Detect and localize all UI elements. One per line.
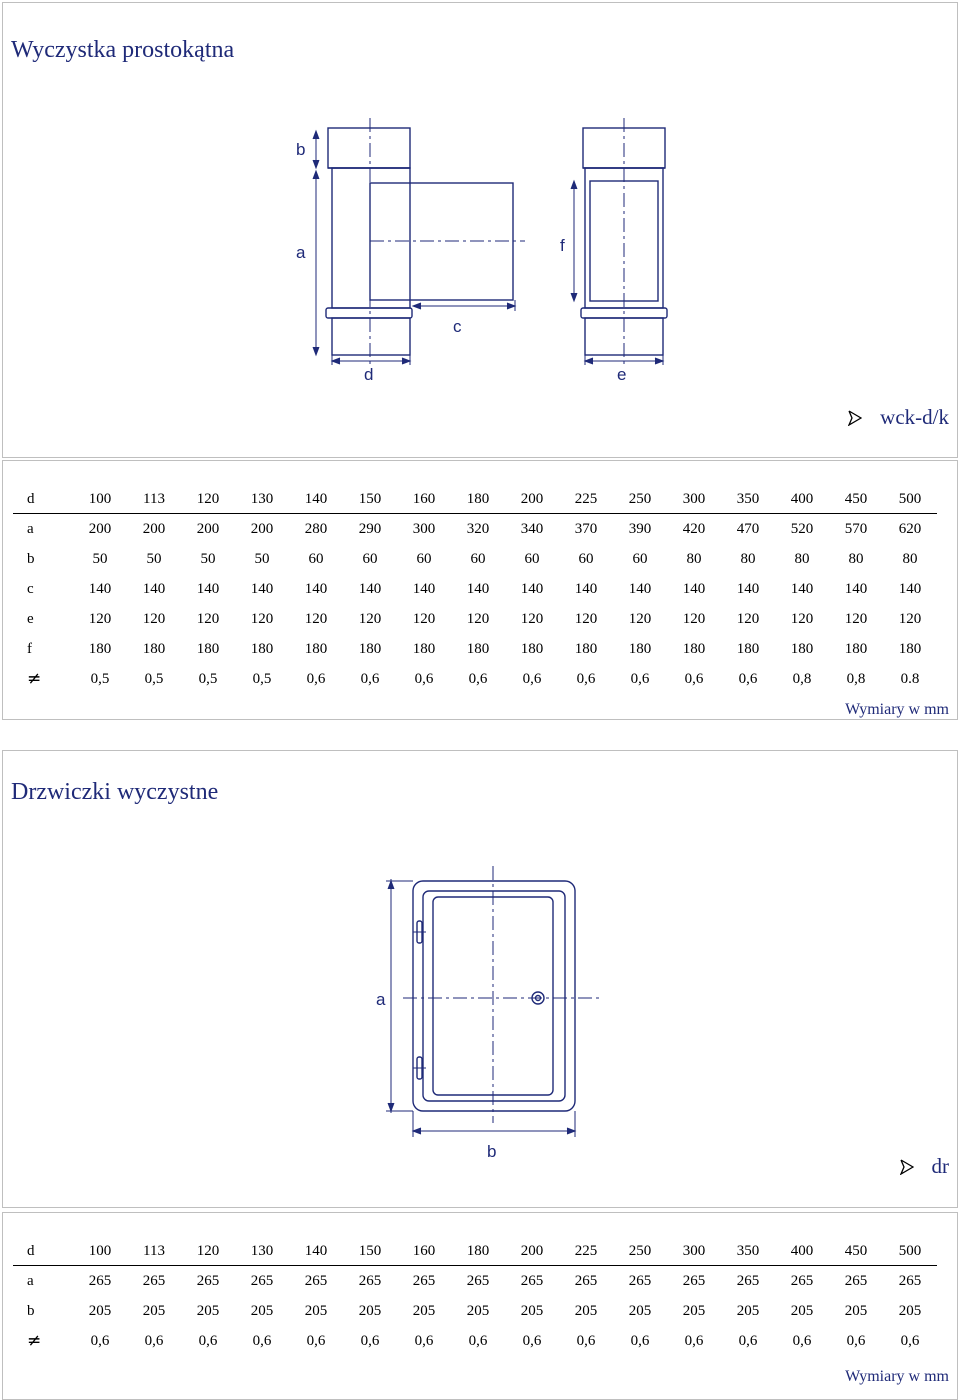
table-cell: 205 bbox=[898, 1302, 922, 1319]
table-cell: 265 bbox=[250, 1272, 274, 1289]
table-cell: 0,6 bbox=[468, 1332, 488, 1349]
table-cell: 205 bbox=[844, 1302, 868, 1319]
table-cell: 60 bbox=[416, 550, 432, 567]
table-cell: 205 bbox=[520, 1302, 544, 1319]
table-cell: 0,6 bbox=[684, 670, 704, 687]
header-cell: 120 bbox=[181, 1237, 235, 1266]
table-cell: 140 bbox=[358, 580, 382, 597]
door-dimensions-table bbox=[2, 1212, 958, 1400]
dimensions-table bbox=[13, 485, 937, 694]
table-cell: 0.8 bbox=[900, 670, 920, 687]
arrow-bullet-icon bbox=[900, 1159, 914, 1175]
table-row bbox=[13, 544, 937, 574]
table-cell: 50 bbox=[254, 550, 270, 567]
table-cell: 205 bbox=[736, 1302, 760, 1319]
door-frame-outer bbox=[413, 881, 575, 1111]
table-cell: 0,6 bbox=[306, 670, 326, 687]
table-cell: 320 bbox=[466, 520, 490, 537]
product-code bbox=[900, 1154, 950, 1179]
table-cell: 180 bbox=[304, 640, 328, 657]
table-cell: 180 bbox=[628, 640, 652, 657]
header-cell: 200 bbox=[505, 485, 559, 514]
table-cell: 0,6 bbox=[522, 670, 542, 687]
table-cell: 140 bbox=[628, 580, 652, 597]
header-cell: 300 bbox=[667, 1237, 721, 1266]
table-cell: 120 bbox=[898, 610, 922, 627]
dim-label-e: e bbox=[617, 365, 627, 384]
table-row bbox=[13, 1296, 937, 1326]
table-cell: 50 bbox=[146, 550, 162, 567]
table-cell: 0,5 bbox=[198, 670, 218, 687]
dimensions-table bbox=[13, 1237, 937, 1356]
section-title: Wyczystka prostokątna bbox=[11, 37, 235, 63]
pipe-top-collar bbox=[328, 128, 410, 168]
table-cell: 80 bbox=[686, 550, 702, 567]
product-code-text: wck-d/k bbox=[880, 405, 949, 429]
table-cell: 265 bbox=[142, 1272, 166, 1289]
table-cell: 205 bbox=[196, 1302, 220, 1319]
table-cell: 0,6 bbox=[576, 670, 596, 687]
cleanout-drawing-panel bbox=[2, 2, 958, 458]
dim-label-b: b bbox=[487, 1142, 497, 1161]
table-cell: 80 bbox=[902, 550, 918, 567]
table-cell: 140 bbox=[304, 580, 328, 597]
table-cell: 280 bbox=[304, 520, 328, 537]
header-cell: 100 bbox=[73, 485, 127, 514]
header-cell: 400 bbox=[775, 485, 829, 514]
table-cell: 140 bbox=[142, 580, 166, 597]
table-cell: 120 bbox=[574, 610, 598, 627]
table-cell: 60 bbox=[632, 550, 648, 567]
cleanout-dimensions-table bbox=[2, 460, 958, 720]
row-label: d bbox=[13, 1237, 73, 1266]
table-cell: 0,6 bbox=[252, 1332, 272, 1349]
table-cell: 265 bbox=[844, 1272, 868, 1289]
table-cell: 140 bbox=[520, 580, 544, 597]
table-cell: 140 bbox=[898, 580, 922, 597]
dim-label-a: a bbox=[296, 243, 306, 262]
table-cell: 620 bbox=[898, 520, 922, 537]
header-cell: 350 bbox=[721, 1237, 775, 1266]
table-cell: 0,6 bbox=[306, 1332, 326, 1349]
header-cell: 150 bbox=[343, 485, 397, 514]
header-cell: 130 bbox=[235, 1237, 289, 1266]
table-cell: 205 bbox=[790, 1302, 814, 1319]
table-cell: 200 bbox=[196, 520, 220, 537]
table-cell: 180 bbox=[682, 640, 706, 657]
header-cell: 250 bbox=[613, 1237, 667, 1266]
table-cell: 420 bbox=[682, 520, 706, 537]
row-label: b bbox=[27, 550, 35, 567]
header-cell: 100 bbox=[73, 1237, 127, 1266]
table-cell: 80 bbox=[740, 550, 756, 567]
table-cell: 265 bbox=[574, 1272, 598, 1289]
header-cell: 160 bbox=[397, 485, 451, 514]
table-cell: 470 bbox=[736, 520, 760, 537]
header-cell: 120 bbox=[181, 485, 235, 514]
table-cell: 140 bbox=[250, 580, 274, 597]
table-cell: 265 bbox=[682, 1272, 706, 1289]
table-cell: 180 bbox=[412, 640, 436, 657]
section-title: Drzwiczki wyczystne bbox=[11, 779, 219, 805]
table-cell: 0,6 bbox=[792, 1332, 812, 1349]
table-cell: 265 bbox=[358, 1272, 382, 1289]
row-label: e bbox=[27, 610, 34, 627]
table-cell: 200 bbox=[88, 520, 112, 537]
table-cell: 0,6 bbox=[846, 1332, 866, 1349]
table-cell: 0,6 bbox=[360, 1332, 380, 1349]
table-cell: 140 bbox=[196, 580, 220, 597]
table-cell: 140 bbox=[790, 580, 814, 597]
table-cell: 265 bbox=[304, 1272, 328, 1289]
header-cell: 225 bbox=[559, 485, 613, 514]
table-cell: 265 bbox=[88, 1272, 112, 1289]
table-cell: 120 bbox=[736, 610, 760, 627]
table-cell: 265 bbox=[790, 1272, 814, 1289]
table-cell: 205 bbox=[682, 1302, 706, 1319]
table-cell: 140 bbox=[682, 580, 706, 597]
table-cell: 60 bbox=[308, 550, 324, 567]
table-cell: 205 bbox=[304, 1302, 328, 1319]
table-cell: 290 bbox=[358, 520, 382, 537]
table-row bbox=[13, 604, 937, 634]
header-cell: 350 bbox=[721, 485, 775, 514]
table-cell: 120 bbox=[844, 610, 868, 627]
header-cell: 400 bbox=[775, 1237, 829, 1266]
table-cell: 180 bbox=[574, 640, 598, 657]
table-cell: 0,6 bbox=[144, 1332, 164, 1349]
dim-label-f: f bbox=[560, 236, 565, 255]
table-cell: 370 bbox=[574, 520, 598, 537]
table-cell: 180 bbox=[142, 640, 166, 657]
row-label: a bbox=[27, 520, 34, 537]
row-label: f bbox=[27, 640, 32, 657]
table-row bbox=[13, 634, 937, 664]
header-cell: 113 bbox=[127, 485, 181, 514]
dim-label-c: c bbox=[453, 317, 462, 336]
table-cell: 120 bbox=[520, 610, 544, 627]
header-cell: 113 bbox=[127, 1237, 181, 1266]
table-cell: 205 bbox=[628, 1302, 652, 1319]
header-cell: 300 bbox=[667, 485, 721, 514]
table-cell: 265 bbox=[412, 1272, 436, 1289]
product-code-text: dr bbox=[931, 1154, 949, 1178]
pipe-bottom-collar bbox=[326, 308, 412, 318]
table-cell: 120 bbox=[790, 610, 814, 627]
table-cell: 60 bbox=[470, 550, 486, 567]
table-cell: 0,5 bbox=[144, 670, 164, 687]
table-row bbox=[13, 664, 937, 694]
table-cell: 140 bbox=[88, 580, 112, 597]
table-cell: 265 bbox=[520, 1272, 544, 1289]
door-drawing-panel bbox=[2, 750, 958, 1208]
table-cell: 0,6 bbox=[414, 1332, 434, 1349]
table-cell: 570 bbox=[844, 520, 868, 537]
table-cell: 60 bbox=[362, 550, 378, 567]
table-cell: 120 bbox=[412, 610, 436, 627]
arrow-bullet-icon bbox=[848, 410, 862, 426]
table-cell: 120 bbox=[628, 610, 652, 627]
table-cell: 120 bbox=[196, 610, 220, 627]
table-cell: 0,6 bbox=[630, 670, 650, 687]
table-cell: 205 bbox=[466, 1302, 490, 1319]
table-row bbox=[13, 1326, 937, 1356]
table-cell: 0,6 bbox=[576, 1332, 596, 1349]
table-cell: 120 bbox=[250, 610, 274, 627]
table-cell: 0,5 bbox=[90, 670, 110, 687]
table-cell: 60 bbox=[578, 550, 594, 567]
table-header-row bbox=[13, 485, 937, 514]
header-cell: 160 bbox=[397, 1237, 451, 1266]
header-cell: 180 bbox=[451, 1237, 505, 1266]
header-cell: 250 bbox=[613, 485, 667, 514]
row-label: ≠ bbox=[27, 669, 42, 689]
table-cell: 265 bbox=[196, 1272, 220, 1289]
table-row bbox=[13, 574, 937, 604]
table-cell: 140 bbox=[412, 580, 436, 597]
table-cell: 80 bbox=[794, 550, 810, 567]
table-cell: 120 bbox=[358, 610, 382, 627]
table-cell: 0,8 bbox=[792, 670, 812, 687]
table-cell: 180 bbox=[736, 640, 760, 657]
table-row bbox=[13, 1266, 937, 1297]
table-row bbox=[13, 514, 937, 545]
dim-label-b: b bbox=[296, 140, 306, 159]
table-cell: 120 bbox=[466, 610, 490, 627]
table-cell: 200 bbox=[142, 520, 166, 537]
table-cell: 120 bbox=[304, 610, 328, 627]
table-cell: 180 bbox=[520, 640, 544, 657]
table-cell: 180 bbox=[898, 640, 922, 657]
header-cell: 180 bbox=[451, 485, 505, 514]
table-header-row bbox=[13, 1237, 937, 1266]
dim-label-a: a bbox=[376, 990, 386, 1009]
header-cell: 200 bbox=[505, 1237, 559, 1266]
cleanout-technical-drawing bbox=[3, 3, 959, 403]
pipe-body bbox=[332, 168, 410, 308]
table-cell: 0,6 bbox=[738, 670, 758, 687]
table-cell: 180 bbox=[466, 640, 490, 657]
table-cell: 0,6 bbox=[198, 1332, 218, 1349]
table-cell: 180 bbox=[790, 640, 814, 657]
header-cell: 150 bbox=[343, 1237, 397, 1266]
table-cell: 140 bbox=[466, 580, 490, 597]
table-cell: 180 bbox=[196, 640, 220, 657]
table-cell: 390 bbox=[628, 520, 652, 537]
table-cell: 0,6 bbox=[414, 670, 434, 687]
table-cell: 80 bbox=[848, 550, 864, 567]
header-cell: 225 bbox=[559, 1237, 613, 1266]
header-cell: 140 bbox=[289, 485, 343, 514]
units-note: Wymiary w mm bbox=[845, 1368, 949, 1385]
table-cell: 0,6 bbox=[360, 670, 380, 687]
table-cell: 0,6 bbox=[738, 1332, 758, 1349]
table-cell: 140 bbox=[736, 580, 760, 597]
table-cell: 0,6 bbox=[684, 1332, 704, 1349]
table-cell: 120 bbox=[142, 610, 166, 627]
table-cell: 205 bbox=[88, 1302, 112, 1319]
table-cell: 60 bbox=[524, 550, 540, 567]
dim-label-d: d bbox=[364, 365, 374, 384]
row-label: b bbox=[27, 1302, 35, 1319]
header-cell: 500 bbox=[883, 485, 937, 514]
product-code bbox=[848, 405, 949, 430]
pipe-bottom bbox=[332, 318, 410, 355]
table-cell: 140 bbox=[574, 580, 598, 597]
table-cell: 0,6 bbox=[522, 1332, 542, 1349]
units-note: Wymiary w mm bbox=[845, 701, 949, 718]
table-cell: 140 bbox=[844, 580, 868, 597]
table-cell: 205 bbox=[412, 1302, 436, 1319]
table-cell: 265 bbox=[736, 1272, 760, 1289]
header-cell: 140 bbox=[289, 1237, 343, 1266]
table-cell: 0,8 bbox=[846, 670, 866, 687]
row-label: d bbox=[13, 485, 73, 514]
table-cell: 50 bbox=[200, 550, 216, 567]
table-cell: 180 bbox=[358, 640, 382, 657]
table-cell: 120 bbox=[682, 610, 706, 627]
table-cell: 265 bbox=[628, 1272, 652, 1289]
table-cell: 0,5 bbox=[252, 670, 272, 687]
header-cell: 450 bbox=[829, 1237, 883, 1266]
table-cell: 520 bbox=[790, 520, 814, 537]
table-cell: 0,6 bbox=[90, 1332, 110, 1349]
table-cell: 205 bbox=[142, 1302, 166, 1319]
row-label: a bbox=[27, 1272, 34, 1289]
table-cell: 120 bbox=[88, 610, 112, 627]
header-cell: 130 bbox=[235, 485, 289, 514]
header-cell: 500 bbox=[883, 1237, 937, 1266]
row-label: c bbox=[27, 580, 34, 597]
table-cell: 265 bbox=[898, 1272, 922, 1289]
table-cell: 180 bbox=[250, 640, 274, 657]
table-cell: 0,6 bbox=[468, 670, 488, 687]
table-cell: 205 bbox=[574, 1302, 598, 1319]
row-label: ≠ bbox=[27, 1331, 42, 1351]
table-cell: 180 bbox=[88, 640, 112, 657]
table-cell: 180 bbox=[844, 640, 868, 657]
door-technical-drawing bbox=[3, 751, 959, 1171]
table-cell: 200 bbox=[250, 520, 274, 537]
table-cell: 265 bbox=[466, 1272, 490, 1289]
table-cell: 205 bbox=[358, 1302, 382, 1319]
side-branch bbox=[370, 183, 513, 300]
table-cell: 0,6 bbox=[630, 1332, 650, 1349]
table-cell: 50 bbox=[92, 550, 108, 567]
table-cell: 205 bbox=[250, 1302, 274, 1319]
table-cell: 0,6 bbox=[900, 1332, 920, 1349]
table-cell: 300 bbox=[412, 520, 436, 537]
header-cell: 450 bbox=[829, 485, 883, 514]
table-cell: 340 bbox=[520, 520, 544, 537]
